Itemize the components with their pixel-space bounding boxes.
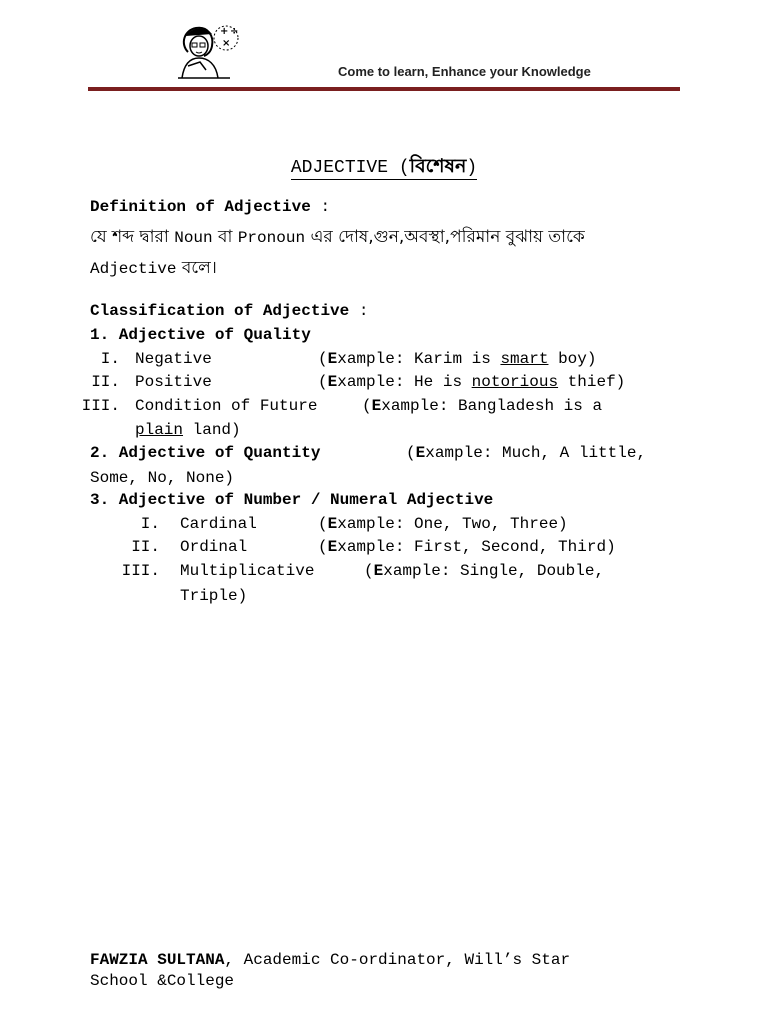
example-prefix: E [373, 562, 384, 580]
example-prefix: E [327, 373, 338, 391]
quality-item-1-number: I. [100, 350, 120, 368]
example-prefix: E [327, 538, 338, 556]
footer-line-1 [90, 951, 570, 969]
example-text-end: thief) [558, 373, 626, 391]
quality-item-3-number: III. [81, 397, 120, 415]
example-underlined: plain [135, 421, 184, 439]
definition-bn-c: এর দোষ,গুন,অবস্থা,পরিমান বুঝায় তাকে [305, 227, 585, 247]
quality-item-1-label: Negative [135, 350, 212, 368]
quality-item-3-example: (Example: Bangladesh is a [362, 397, 603, 415]
definition-line-1 [90, 224, 585, 252]
example-prefix: E [327, 350, 338, 368]
classification-heading-row [90, 302, 368, 320]
definition-colon: : [310, 198, 331, 216]
definition-heading: Definition of Adjective [90, 198, 311, 216]
example-text-end: land) [183, 421, 241, 439]
number-item-3-example-cont: Triple) [180, 587, 248, 605]
math-times-icon: × [222, 38, 231, 49]
definition-en-adjective: Adjective [90, 260, 177, 278]
example-text: xample: Single, Double, [383, 562, 605, 580]
quantity-example-cont: Some, No, None) [90, 469, 235, 487]
quality-item-1-example: (Example: Karim is smart boy) [318, 350, 597, 368]
example-prefix: E [371, 397, 382, 415]
definition-en-noun: Noun [174, 229, 213, 247]
definition-line-2 [90, 255, 217, 283]
example-prefix: E [327, 515, 338, 533]
quality-item-2-label: Positive [135, 373, 212, 391]
example-text-end: boy) [548, 350, 597, 368]
quality-item-2-example: (Example: He is notorious thief) [318, 373, 626, 391]
number-item-1-label: Cardinal [180, 515, 257, 533]
footer-line-2: School &College [90, 972, 235, 990]
number-item-3-number: III. [121, 562, 160, 580]
classification-heading: Classification of Adjective [90, 302, 350, 320]
number-item-1-number: I. [140, 515, 160, 533]
quality-item-2-number: II. [91, 373, 120, 391]
title-english: ADJECTIVE [290, 158, 389, 178]
definition-bn-b: বা [212, 227, 238, 247]
definition-heading-row [90, 198, 330, 216]
definition-bn-a: যে শব্দ দ্বারা [90, 227, 175, 247]
quantity-heading: 2. Adjective of Quantity [90, 444, 321, 462]
number-item-3-label: Multiplicative [180, 562, 315, 580]
example-text: xample: One, Two, Three) [337, 515, 568, 533]
definition-en-pronoun: Pronoun [237, 229, 306, 247]
number-heading: 3. Adjective of Number / Numeral Adjective [90, 491, 494, 509]
page-title [0, 152, 768, 184]
math-divide-icon: ÷ [230, 26, 239, 37]
quality-item-3-label: Condition of Future [135, 397, 318, 415]
quantity-example: (Example: Much, A little, [406, 444, 647, 462]
title-open-paren: ( [388, 158, 410, 178]
example-text: xample: Much, A little, [425, 444, 647, 462]
example-text: xample: He is [337, 373, 472, 391]
example-text: xample: Karim is [337, 350, 501, 368]
example-prefix: E [415, 444, 426, 462]
quality-heading: 1. Adjective of Quality [90, 326, 311, 344]
number-item-3-example: (Example: Single, Double, [364, 562, 605, 580]
header-divider [88, 87, 680, 91]
quality-item-3-example-cont [135, 421, 241, 439]
example-text: xample: Bangladesh is a [381, 397, 603, 415]
girl-with-math-symbols-icon [174, 22, 246, 80]
number-item-2-number: II. [131, 538, 160, 556]
definition-bn-end: বলে। [176, 258, 217, 278]
example-underlined: notorious [471, 373, 559, 391]
header-tagline: Come to learn, Enhance your Knowledge [338, 64, 591, 79]
title-bengali: বিশেষন [409, 155, 467, 177]
example-underlined: smart [500, 350, 549, 368]
number-item-2-label: Ordinal [180, 538, 248, 556]
number-item-1-example: (Example: One, Two, Three) [318, 515, 568, 533]
math-plus-icon: + [220, 26, 229, 37]
number-item-2-example: (Example: First, Second, Third) [318, 538, 616, 556]
example-text: xample: First, Second, Third) [337, 538, 616, 556]
classification-colon: : [349, 302, 369, 320]
footer-author-name: FAWZIA SULTANA [90, 951, 225, 969]
footer-role: , Academic Co-ordinator, Will’s Star [224, 951, 571, 969]
title-close-paren: ) [466, 158, 478, 178]
